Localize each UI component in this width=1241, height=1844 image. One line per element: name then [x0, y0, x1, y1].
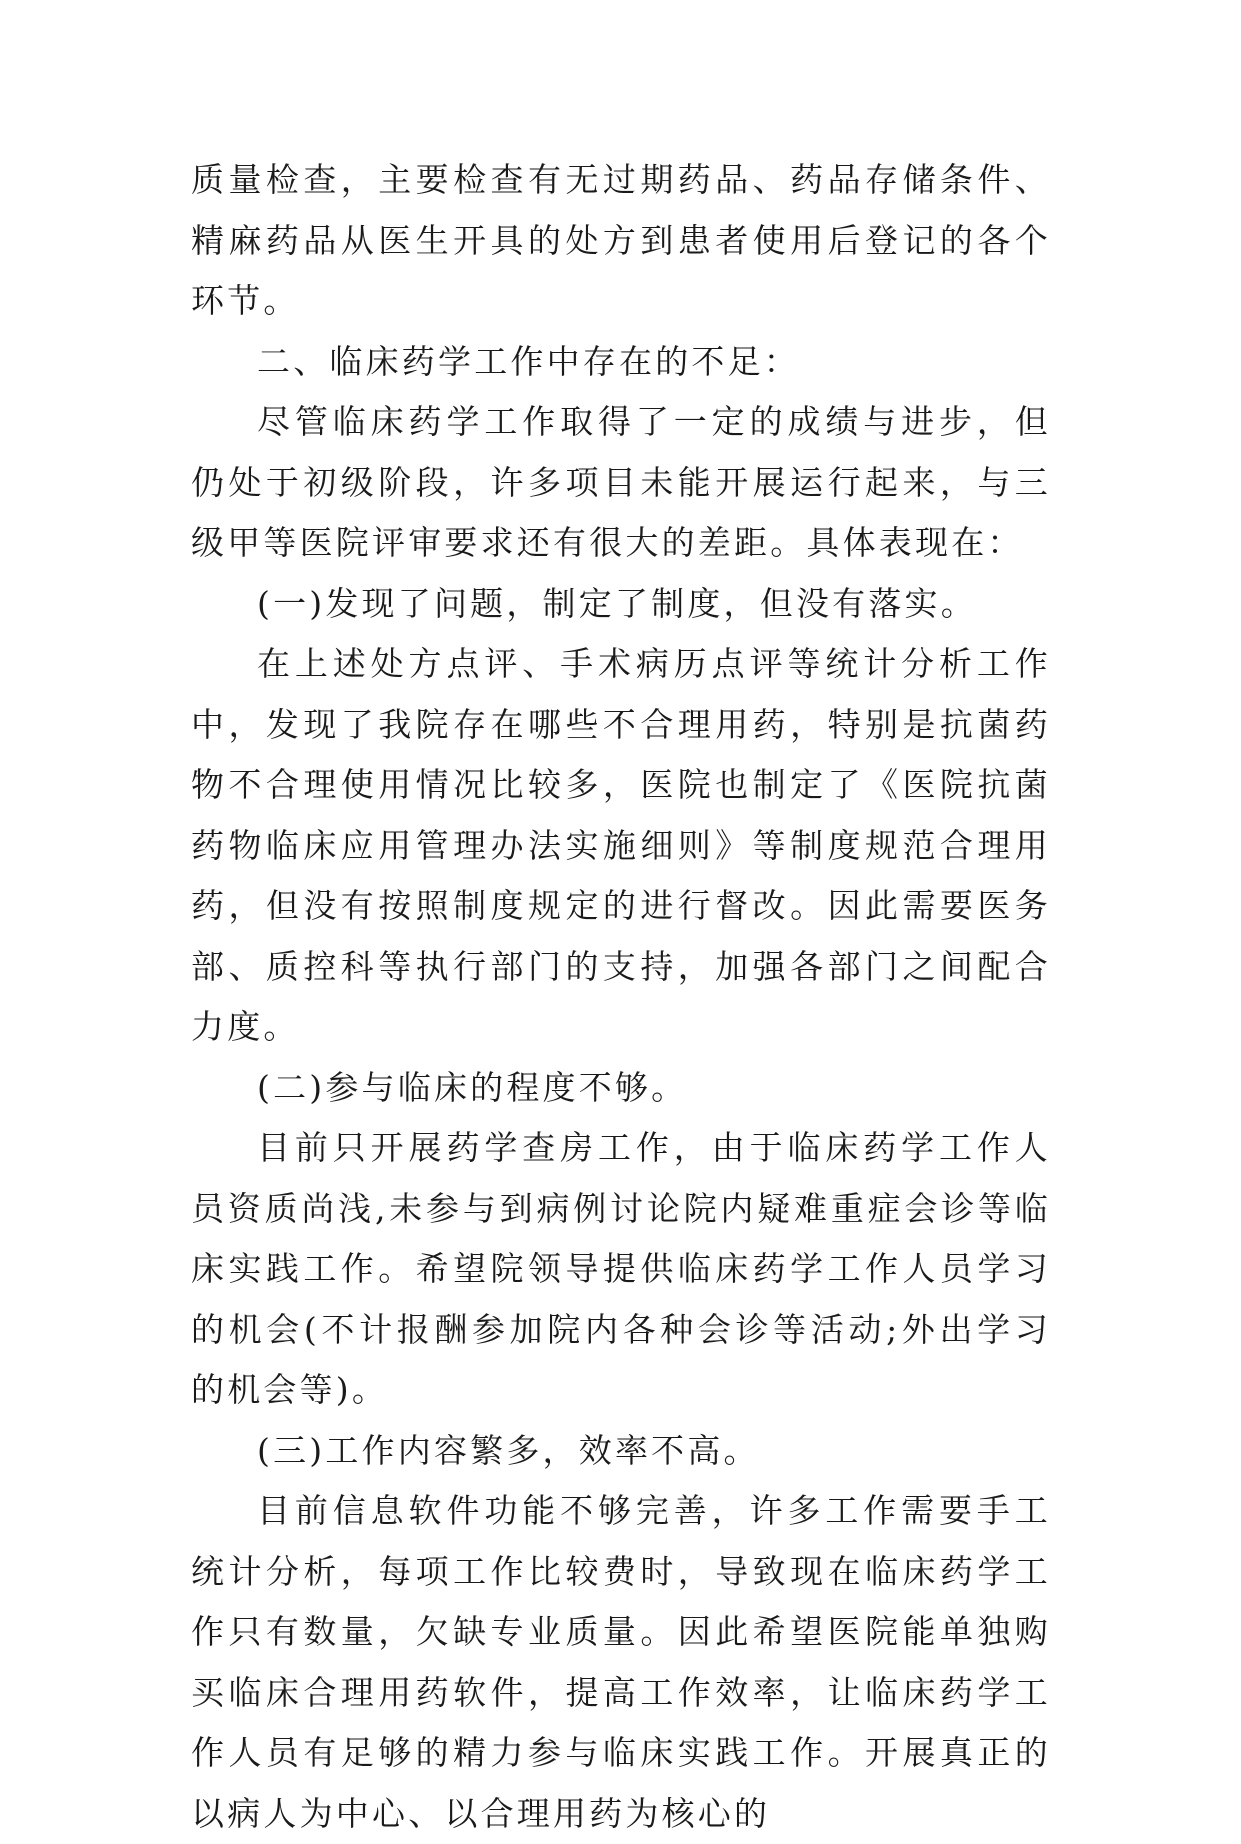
subheading-one: (一)发现了问题，制定了制度，但没有落实。	[257, 583, 977, 623]
document-body	[191, 150, 1051, 1844]
paragraph-overview: 尽管临床药学工作取得了一定的成绩与进步，但仍处于初级阶段，许多项目未能开展运行起来，与三级甲等医院评审要求还有很大的差距。具体表现在：	[191, 402, 1051, 562]
subheading-three: (三)工作内容繁多，效率不高。	[257, 1430, 760, 1470]
paragraph-problem-three: 目前信息软件功能不够完善，许多工作需要手工统计分析，每项工作比较费时，导致现在临床药学工作只有数量，欠缺专业质量。因此希望医院能单独购买临床合理用药软件，提高工作效率，让临床药学工作人员有足够的精力参与临床实践工作。开展真正的以病人为中心、以合理用药为核心的	[191, 1491, 1051, 1833]
paragraph-problem-one: 在上述处方点评、手术病历点评等统计分析工作中，发现了我院存在哪些不合理用药，特别是抗菌药物不合理使用情况比较多，医院也制定了《医院抗菌药物临床应用管理办法实施细则》等制度规范合理用药，但没有按照制度规定的进行督改。因此需要医务部、质控科等执行部门的支持，加强各部门之间配合力度。	[191, 644, 1051, 1046]
paragraph-quality-check: 质量检查，主要检查有无过期药品、药品存储条件、精麻药品从医生开具的处方到患者使用后登记的各个环节。	[191, 160, 1051, 320]
subheading-two: (二)参与临床的程度不够。	[257, 1067, 688, 1107]
section-heading-shortcomings: 二、临床药学工作中存在的不足：	[257, 341, 800, 381]
paragraph-problem-two: 目前只开展药学查房工作，由于临床药学工作人员资质尚浅,未参与到病例讨论院内疑难重症会诊等临床实践工作。希望院领导提供临床药学工作人员学习的机会(不计报酬参加院内各种会诊等活动;外出学习的机会等)。	[191, 1128, 1051, 1409]
